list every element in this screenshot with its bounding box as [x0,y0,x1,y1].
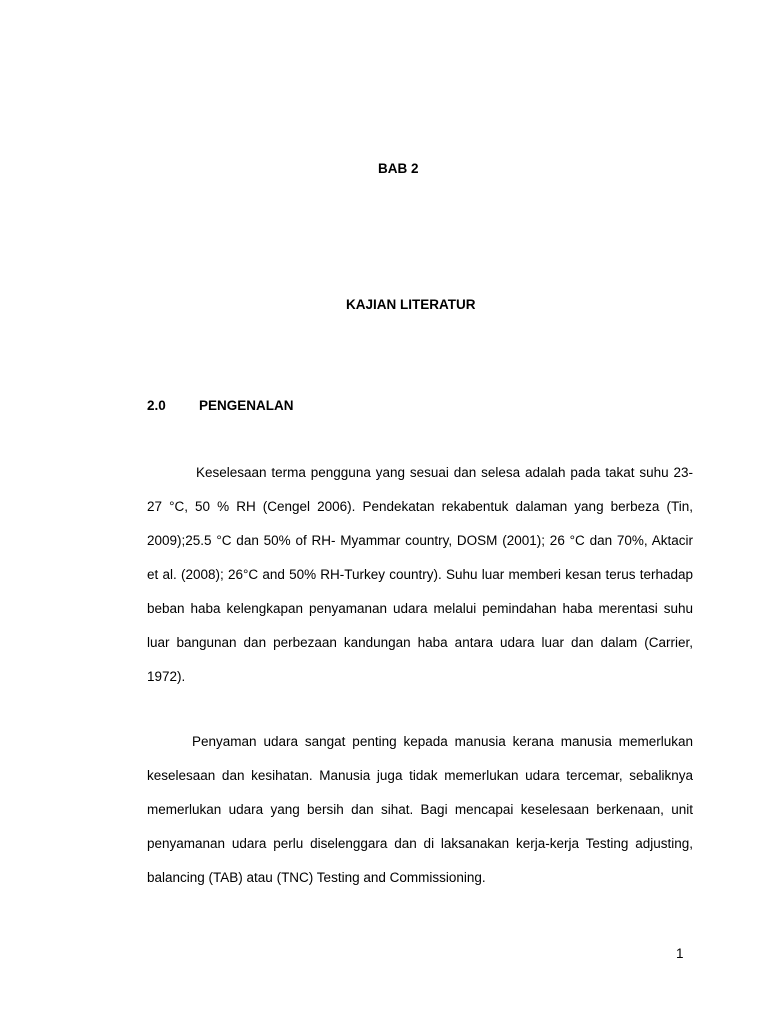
page-number: 1 [676,946,684,961]
section-number: 2.0 [147,398,166,413]
chapter-heading: BAB 2 [378,161,419,176]
section-title: PENGENALAN [199,398,294,413]
paragraph-2: Penyaman udara sangat penting kepada manusia kerana manusia memerlukan keselesaan dan kesihatan. Manusia juga tidak memerlukan udara tercemar, sebaliknya memerlukan udara yang bersih dan sihat. Bagi mencapai keselesaan berkenaan, unit penyamanan udara perlu diselenggara dan di laksanakan kerja-kerja Testing adjusting, balancing (TAB) atau (TNC) Testing and Commissioning. [147,734,693,885]
section-heading [147,398,294,413]
chapter-title: KAJIAN LITERATUR [346,297,476,312]
paragraph-1: Keselesaan terma pengguna yang sesuai dan selesa adalah pada takat suhu 23-27 °C, 50 % RH (Cengel 2006). Pendekatan rekabentuk dalaman yang berbeza (Tin, 2009);25.5 °C dan 50% of RH- Myammar country, DOSM (2001); 26 °C dan 70%, Aktacir et al. (2008); 26°C and 50% RH-Turkey country). Suhu luar memberi kesan terus terhadap beban haba kelengkapan penyamanan udara melalui pemindahan haba merentasi suhu luar bangunan dan perbezaan kandungan haba antara udara luar dan dalam (Carrier, 1972). [147,465,693,684]
